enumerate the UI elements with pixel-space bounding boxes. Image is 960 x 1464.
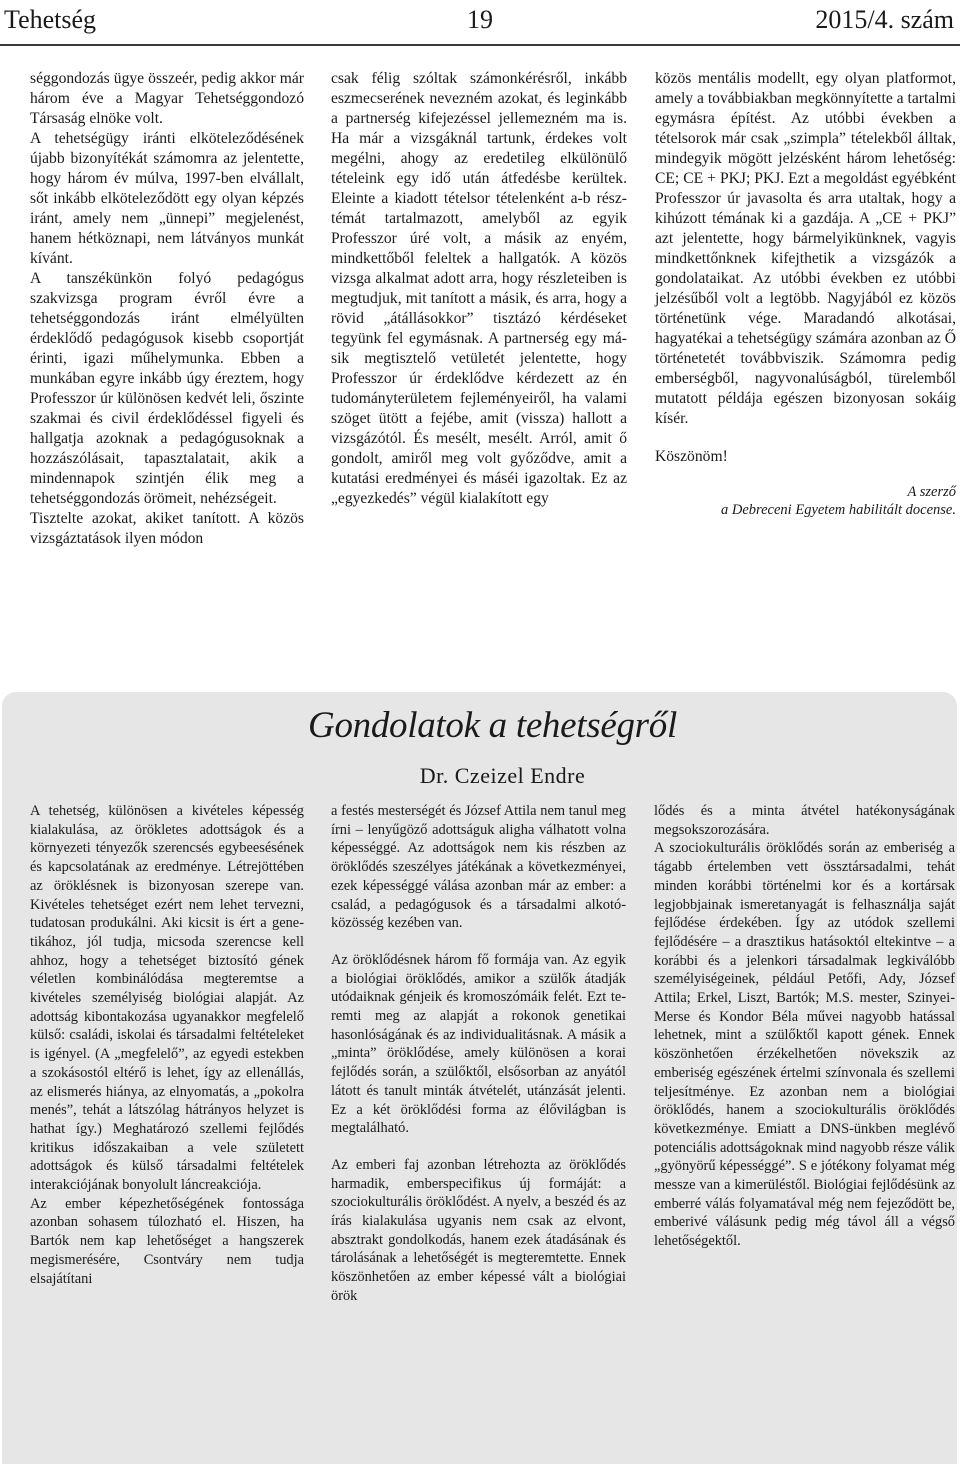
boxed-column-2 [331, 802, 626, 1306]
boxed-column-3 [654, 802, 955, 1251]
paragraph: a festés mesterségét és József Attila nem tanul meg írni – lenyűgöző adottságuk aligha válhatott volna képességgé. Az adottságok nem kis részben az öröklődés szeszélyes játékának a következményei, ezek képességgé válása azonban már az ember: a család, a pedagógusok és a társadalmi alkotóközösség kezében van. [331, 803, 626, 932]
boxed-column-1 [30, 802, 304, 1288]
journal-name: Tehetség [4, 5, 97, 34]
paragraph: Az ember képezhetőségének fontossága azonban sohasem túlozható el. Hiszen, ha Bartók nem kap lehetőséget a hangszerek megismerésére, Csontváry nem tudja elsajátítani [30, 1195, 304, 1287]
paragraph: Tisztelte azokat, akiket tanított. A közös vizsgáztatások ilyen módon [30, 510, 304, 547]
thanks-line: Köszönöm! [655, 448, 728, 465]
author-label: A szerző [907, 484, 956, 500]
author-affiliation: a Debreceni Egyetem habilitált docense. [720, 502, 956, 518]
page-number: 19 [467, 5, 493, 34]
top-column-2 [331, 69, 627, 509]
paragraph: A szociokulturális öröklődés során az emberiség a tágabb értelemben vett össztársadalmi, tehát minden korábbi történelmi kor és a kortársak legjobbjainak ismeretanyagát is felhasználja saját fejlődése érdekében. Így az utódok szellemi fejlődésére – a drasztikus hatásoktól eltekintve – a korábbi és a jelenkori társadalmak legkiválóbb személyiségeinek, például Petőfi, Ady, József Attila; Erkel, Liszt, Bartók; M.S. mester, Szinyei-Merse és Kondor Béla művei nagyobb hatással lehetnek, mint a szülőktől kapott gének. Ennek köszönhetően érzékelhetően növekszik az emberiség egészének értelmi színvonala és szellemi teljesítménye. Ez azonban nem a biológiai öröklődés, hanem a szociokulturális öröklődés következménye. Emiatt a DNS-ünkben meglévő potenciális adottságoknak mind nagyobb része válik „gyönyörű képességgé”. S e jótékony folyamat még messze van a kimerüléstől. Biológiai fejlődésünk az emberré válás folyamatával még nem fejeződött be, emberivé válásunk pedig még távol áll a végső lehetőségektől. [654, 840, 955, 1250]
paragraph: A tehetségügy iránti elköteleződésének újabb bizonyítékát számomra az jelentette, hogy három év múlva, 1997-ben elvállalt, sőt inkább elköteleződött egy olyan képzés iránt, amely nem „ünnepi” megjelenést, hanem hétköznapi, nem látványos munkát kívánt. [30, 130, 304, 267]
author-note [655, 483, 956, 519]
paragraph: Az emberi faj azonban létrehozta az öröklődés harmadik, emberspecifikus új formáját: a szociokulturális öröklődést. A nyelv, a beszéd és az írás kialakulása ugyanis nem csak az elvont, absztrakt gondolkodás, hanem ezek átadásának és tárolásának a lehetőségét is megteremtette. Ennek köszönhetően az ember képessé vált a biológiai örök [331, 1156, 626, 1304]
paragraph: A tanszékünkön folyó pedagógus szakvizsga program évről évre a tehetséggondozás iránt elmélyülten érdeklődő pedagógusok kisebb csoportját érinti, igazi műhelymunka. Ebben a munkában egyre inkább úgy éreztem, hogy Professzor úr különösen kedvét leli, őszinte szakmai és civil érdeklődéssel figyeli és hallgatja azoknak a pedagógusoknak a hozzászólásait, tapasztalatait, akik a mindennapok szintjén élik meg a tehetséggondozás örömeit, nehézségeit. [30, 270, 304, 507]
article-title: Gondolatok a tehetségről [308, 705, 677, 746]
issue-label: 2015/4. szám [815, 5, 954, 34]
header-rule [0, 44, 960, 46]
top-column-1 [30, 69, 304, 549]
article-author: Dr. Czeizel Endre [419, 763, 586, 788]
paragraph: közös mentális modellt, egy olyan platformot, amely a továbbiakban megkönnyítette a tartalmi egymásra építést. Az utóbbi években a tételsorok már csak „szimpla” tételekből álltak, mindegyik mögött jelzésként három lehetőség: CE; CE + PKJ; PKJ. Ezt a megoldást egyébként Professzor úr javasolta és arra utaltak, hogy a kihúzott témának ki a gazdája. A „CE + PKJ” azt jelentette, hogy bármelyikünknek, vagyis mindkettőnknek kifejthetik a vizsgázók a gondolataikat. Az utóbbi években ez utóbbi jelzésűből volt a legtöbb. Nagyjából ez közös történetünk vége. Maradandó alkotásai, hagyatékai a tehetségügy számára azonban az Ő történetetét továbbviszik. Számomra pedig emberségből, nagyvonalúságból, türelemből mutatott példája egészen bizonyosan sokáig kísér. [655, 70, 956, 427]
paragraph: Az öröklődésnek három fő formája van. Az egyik a biológiai öröklődés, amikor a szülők átadják utódaiknak génjeik és kromoszómáik felét. Ezt teremti meg az alapját a rokonok genetikai hasonlóságának és az individualitásnak. A másik a „minta” öröklődése, amely különösen a korai fejlődés során, a szülőktől, elsősorban az anyától látott és tanult minták átvételét, utánzását jelenti. Ez a két öröklődési forma az élővilágban is megtalálható. [331, 951, 626, 1137]
page-header [0, 0, 960, 44]
paragraph: lődés és a minta átvétel hatékonyságának megsokszorozására. [654, 803, 955, 838]
paragraph: A tehetség, különösen a kivételes képesség kialakulása, az örökletes adottságok és a környezeti tényezők szerencsés egybeesésének és kapcsolatának az eredménye. Létrejöttében az öröklésnek is bizonyosan szerepe van. Kivételes tehetséget ezért nem lehet tervezni, tudatosan produkálni. Aki kicsit is ért a genetikához, jól tudja, micsoda szerencse kell ahhoz, hogy a tehetséget biztosító gének véletlen kombinálódása megteremtse a kivételes személyiség biológiai alapját. Az adottság kibontakozása ugyanakkor megfelelő külső: családi, iskolai és társadalmi feltételeket is igényel. (A „megfelelő”, az egyedi estekben a szokásostól eltérő is lehet, így az ellenállás, az elismerés hiánya, az elnyomatás, a „pokolra menés”, tehát a látszólag hátrányos helyzet is hathat így.) Meghatározó szellemi fejlődés kritikus időszakaiban a vele született adottságok és külső társadalmi feltételek interakciójának bonyolult láncreakciója. [30, 803, 304, 1194]
top-column-3 [655, 69, 956, 519]
paragraph: séggondozás ügye összeér, pedig akkor már három éve a Magyar Tehetséggondozó Társaság elnöke volt. [30, 70, 304, 127]
paragraph: csak félig szóltak számonkérésről, inkább eszmecserének nevezném azokat, és leginkább a partnerség kifejezéssel jellemezném ma is. Ha már a vizsgáknál tartunk, érdekes volt megélni, ahogy az eredetileg elkülönülő tételeink egy idő után átfedésbe kerültek. Eleinte a kiadott tételsor tételenként a-b résztémát tartalmazott, amelyből az egyik Professzor úré volt, a másik az enyém, mindkettőből feleltek a hallgatók. A közös vizsga alkalmat adott arra, hogy részleteiben is megtudjuk, mit tanított a másik, és arra, hogy a rövid „átállásokkor” tisztázó kérdéseket tegyünk fel egymásnak. A partnerség egy másik megtisztelő vetületét jelentette, hogy Professzor úr érdeklődve kérdezett az én tudományterületem fejleményeiről, ha valami szöget ütött a fejébe, amit (vissza) hallott a vizsgázótól. És mesélt, mesélt. Arról, amit ő gondolt, amiről meg volt győződve, amit a kutatási eredményei és máséi igazoltak. Ez az „egyezkedés” végül kialakított egy [331, 70, 627, 507]
